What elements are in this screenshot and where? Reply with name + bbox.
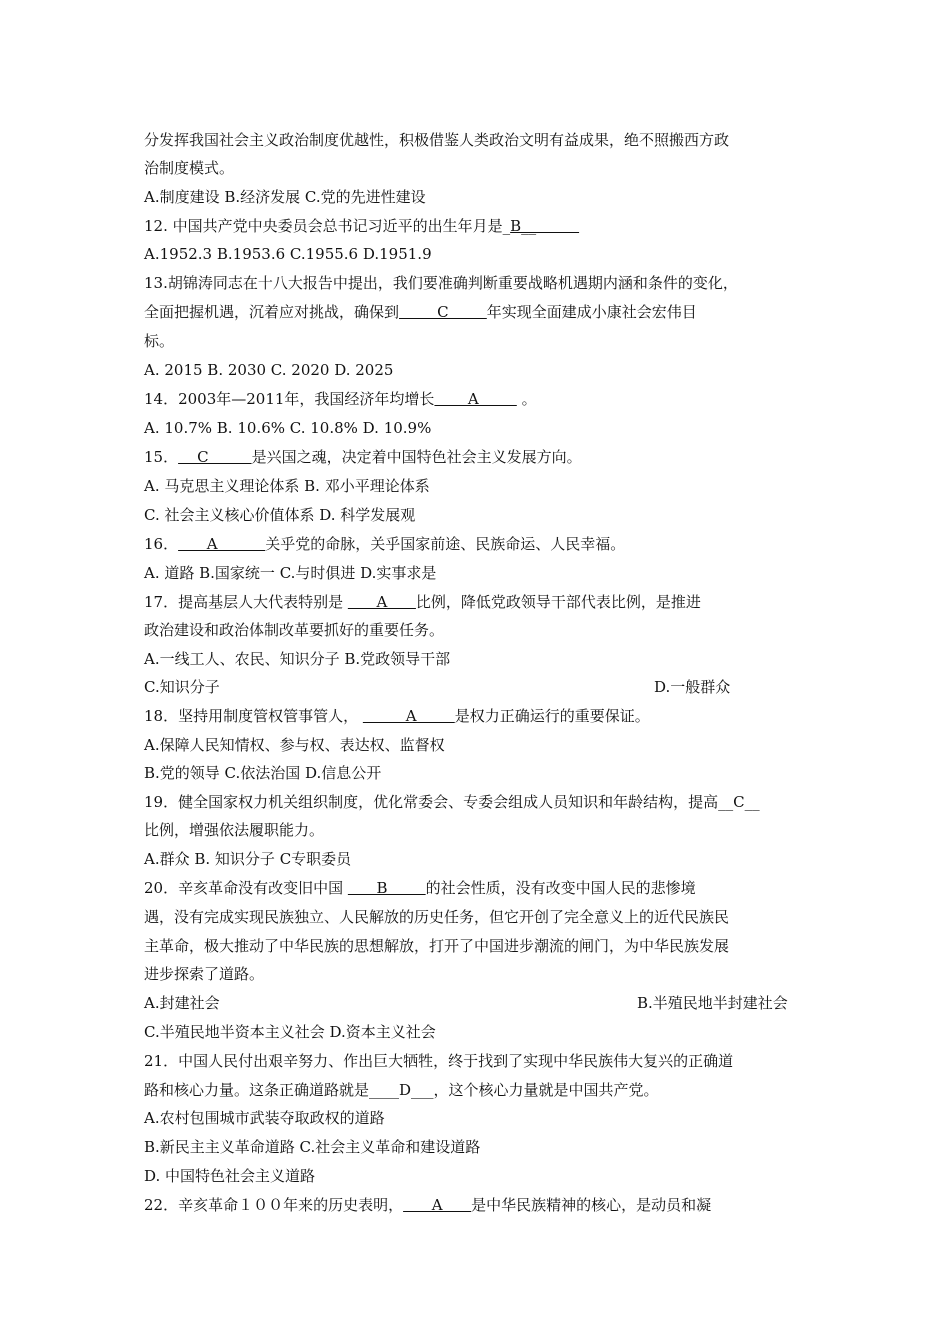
- option-line: A. 道路 B.国家统一 C.与时俱进 D.实事求是: [144, 564, 437, 582]
- question-21: 21．中国人民付出艰辛努力、作出巨大牺牲，终于找到了实现中华民族伟大复兴的正确道: [144, 1052, 734, 1070]
- answer-blank: C: [178, 448, 252, 466]
- text-line: 遇，没有完成实现民族独立、人民解放的历史任务，但它开创了完全意义上的近代民族民: [144, 908, 730, 926]
- option-line: A. 2015 B. 2030 C. 2020 D. 2025: [144, 361, 394, 379]
- question-14: [144, 389, 814, 409]
- question-13: 13.胡锦涛同志在十八大报告中提出，我们要准确判断重要战略机遇期内涵和条件的变化，: [144, 274, 738, 292]
- option-a: A.封建社会: [144, 994, 220, 1012]
- option-line: B.党的领导 C.依法治国 D.信息公开: [144, 764, 382, 782]
- answer-blank: A: [434, 390, 517, 408]
- question-21-line: [144, 1080, 814, 1100]
- text-line: 治制度模式。: [144, 159, 235, 177]
- option-line: A.农村包围城市武装夺取政权的道路: [144, 1109, 385, 1127]
- option-line: B.新民主主义革命道路 C.社会主义革命和建设道路: [144, 1138, 481, 1156]
- answer-blank: A: [178, 535, 266, 553]
- question-text: 20．辛亥革命没有改变旧中国: [144, 879, 348, 897]
- option-line: [144, 677, 814, 697]
- option-line: D. 中国特色社会主义道路: [144, 1167, 316, 1185]
- option-line: C.半殖民地半资本主义社会 D.资本主义社会: [144, 1023, 436, 1041]
- option-line: A. 10.7% B. 10.6% C. 10.8% D. 10.9%: [144, 419, 432, 437]
- question-text: 15．: [144, 448, 179, 466]
- option-line: A.群众 B. 知识分子 C专职委员: [144, 850, 352, 868]
- text-line: 分发挥我国社会主义政治制度优越性，积极借鉴人类政治文明有益成果，绝不照搬西方政: [144, 131, 730, 149]
- answer-blank: B: [347, 879, 426, 897]
- question-text: 17．提高基层人大代表特别是: [144, 593, 348, 611]
- question-13-line: [144, 302, 814, 322]
- option-line: A. 马克思主义理论体系 B. 邓小平理论体系: [144, 477, 430, 495]
- answer-blank: ____D___: [369, 1081, 434, 1099]
- question-text: 比例，降低党政领导干部代表比例，是推进: [415, 593, 701, 611]
- question-15: [144, 447, 814, 467]
- answer-blank: C: [399, 303, 487, 321]
- question-text: 22．辛亥革命１００年来的历史表明，: [144, 1196, 404, 1214]
- text-line: 进步探索了道路。: [144, 965, 265, 983]
- option-line: A.1952.3 B.1953.6 C.1955.6 D.1951.9: [144, 245, 432, 263]
- option-line: C. 社会主义核心价值体系 D. 科学发展观: [144, 506, 416, 524]
- answer-blank: __C__: [718, 793, 760, 811]
- question-text: 14．2003年—2011年，我国经济年均增长: [144, 390, 435, 408]
- question-16: [144, 534, 814, 554]
- option-b: B.半殖民地半封建社会: [637, 994, 788, 1012]
- question-text: 路和核心力量。这条正确道路就是: [144, 1081, 370, 1099]
- question-text: 是权力正确运行的重要保证。: [454, 707, 650, 725]
- question-19: [144, 792, 814, 812]
- question-text: 12. 中国共产党中央委员会总书记习近平的出生年月是_: [144, 217, 511, 235]
- answer-blank: A: [362, 707, 455, 725]
- question-text: 是兴国之魂，决定着中国特色社会主义发展方向。: [251, 448, 582, 466]
- text-line: 主革命，极大推动了中华民族的思想解放，打开了中国进步潮流的闸门，为中华民族发展: [144, 937, 730, 955]
- question-text: 18．坚持用制度管权管事管人，: [144, 707, 363, 725]
- question-text: ，这个核心力量就是中国共产党。: [433, 1081, 659, 1099]
- text-line: 标。: [144, 332, 175, 350]
- question-20: [144, 878, 814, 898]
- question-12: [144, 216, 814, 236]
- question-18: [144, 706, 814, 726]
- option-line: [144, 993, 814, 1013]
- option-d: D.一般群众: [654, 678, 731, 696]
- question-text: 16．: [144, 535, 179, 553]
- question-text: 全面把握机遇，沉着应对挑战，确保到: [144, 303, 400, 321]
- text-line: 比例，增强依法履职能力。: [144, 821, 325, 839]
- option-line: A.保障人民知情权、参与权、表达权、监督权: [144, 736, 445, 754]
- text-line: 政治建设和政治体制改革要抓好的重要任务。: [144, 621, 445, 639]
- option-line: A.一线工人、农民、知识分子 B.党政领导干部: [144, 650, 451, 668]
- option-line: A.制度建设 B.经济发展 C.党的先进性建设: [144, 188, 426, 206]
- question-22: [144, 1195, 814, 1215]
- answer-blank: B__: [510, 217, 580, 235]
- answer-blank: A: [347, 593, 416, 611]
- question-text: 。: [516, 390, 537, 408]
- question-17: [144, 592, 814, 612]
- question-text: 年实现全面建成小康社会宏伟目: [486, 303, 697, 321]
- question-text: 是中华民族精神的核心，是动员和凝: [471, 1196, 712, 1214]
- question-text: 19．健全国家权力机关组织制度，优化常委会、专委会组成人员知识和年龄结构，提高: [144, 793, 719, 811]
- option-c: C.知识分子: [144, 678, 220, 696]
- answer-blank: A: [403, 1196, 472, 1214]
- question-text: 的社会性质，没有改变中国人民的悲惨境: [425, 879, 696, 897]
- question-text: 关乎党的命脉，关乎国家前途、民族命运、人民幸福。: [265, 535, 626, 553]
